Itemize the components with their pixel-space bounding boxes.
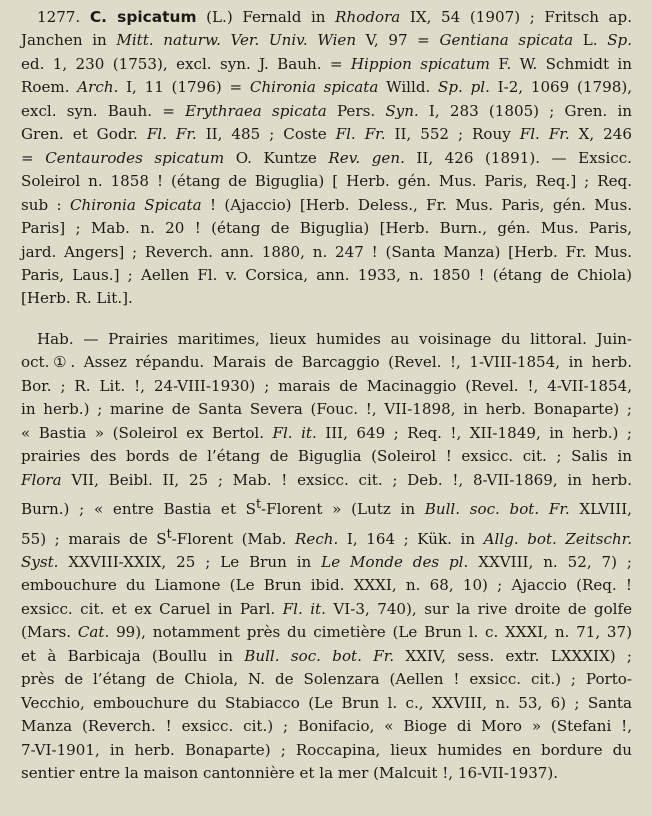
habitat-line: Hab. — Prairies maritimes, lieux humides au voisinage du littoral. Juin-	[37, 329, 632, 348]
entry-line: sub : Chironia Spicata ! (Ajaccio) [Herb. Deless., Fr. Mus. Paris, gén. Mus.	[21, 195, 633, 214]
entry-line: Janchen in Mitt. naturw. Ver. Univ. Wien V, 97 = Gentiana spicata L. Sp.	[21, 31, 633, 50]
entry-line: jard. Angers] ; Reverch. ann. 1880, n. 247 ! (Santa Manza) [Herb. Fr. Mus.	[21, 242, 632, 261]
habitat-line: Flora VII, Beibl. II, 25 ; Mab. ! exsicc. cit. ; Deb. !, 8-VII-1869, in herb.	[21, 470, 632, 489]
habitat-line: in herb.) ; marine de Santa Severa (Fouc. !, VII-1898, in herb. Bonaparte) ;	[21, 400, 632, 419]
habitat-line: embouchure du Liamone (Le Brun ibid. XXXI, n. 68, 10) ; Ajaccio (Req. !	[21, 576, 632, 595]
entry-line: Paris, Laus.] ; Aellen Fl. v. Corsica, ann. 1933, n. 1850 ! (étang de Chiola)	[21, 265, 632, 284]
entry-line: 1277. C. spicatum (L.) Fernald in Rhodora IX, 54 (1907) ; Fritsch ap.	[37, 8, 632, 26]
habitat-paragraph	[21, 328, 632, 786]
habitat-line: Vecchio, embouchure du Stabiacco (Le Brun l. c., XXVIII, n. 53, 6) ; Santa	[21, 693, 632, 712]
entry-line: excl. syn. Bauh. = Erythraea spicata Pers. Syn. I, 283 (1805) ; Gren. in	[21, 101, 633, 120]
habitat-line: Burn.) ; « entre Bastia et $S^t$-Florent » (Lutz in Bull. soc. bot. Fr. XLVIII,	[21, 496, 632, 519]
entry-line: Gren. et Godr. Fl. Fr. II, 485 ; Coste Fl. Fr. II, 552 ; Rouy Fl. Fr. X, 246	[21, 125, 632, 144]
habitat-line: oct.①. Assez répandu. Marais de Barcaggio (Revel. !, 1-VIII-1854, in herb.	[21, 353, 632, 372]
habitat-line: (Mars. Cat. 99), notamment près du cimetière (Le Brun l. c. XXXI, n. 71, 37)	[21, 623, 632, 642]
habitat-line: 7-VI-1901, in herb. Bonaparte) ; Roccapina, lieux humides en bordure du	[21, 740, 632, 759]
entry-line: Roem. Arch. I, 11 (1796) = Chironia spicata Willd. Sp. pl. I-2, 1069 (1798),	[21, 78, 632, 97]
entry-line: = Centaurodes spicatum O. Kuntze Rev. gen. II, 426 (1891). — Exsicc.	[21, 148, 632, 167]
habitat-line: 55) ; marais de $S^t$-Florent (Mab. Rech. I, 164 ; Kük. in Allg. bot. Zeitschr.	[21, 525, 633, 548]
entry-line: Paris] ; Mab. n. 20 ! (étang de Biguglia) [Herb. Burn., gén. Mus. Paris,	[21, 219, 632, 238]
habitat-line: « Bastia » (Soleirol ex Bertol. Fl. it. III, 649 ; Req. !, XII-1849, in herb.) ;	[21, 423, 632, 442]
habitat-line: et à Barbicaja (Boullu in Bull. soc. bot. Fr. XXIV, sess. extr. LXXXIX) ;	[21, 646, 632, 665]
habitat-line: Syst. XXVIII-XXIX, 25 ; Le Brun in Le Monde des pl. XXVIII, n. 52, 7) ;	[21, 553, 633, 572]
habitat-line: Manza (Reverch. ! exsicc. cit.) ; Bonifacio, « Bioge di Moro » (Stefani !,	[21, 717, 632, 736]
paragraph-gap	[21, 311, 632, 328]
habitat-line: prairies des bords de l’étang de Biguglia (Soleirol ! exsicc. cit. ; Salis in	[21, 447, 632, 466]
habitat-line: Bor. ; R. Lit. !, 24-VIII-1930) ; marais de Macinaggio (Revel. !, 4-VII-1854,	[21, 376, 632, 395]
habitat-line: exsicc. cit. et ex Caruel in Parl. Fl. it. VI-3, 740), sur la rive droite de golfe	[21, 599, 632, 618]
species-entry-paragraph	[21, 6, 632, 311]
entry-line: Soleirol n. 1858 ! (étang de Biguglia) [ Herb. gén. Mus. Paris, Req.] ; Req.	[21, 172, 632, 191]
entry-line: [Herb. R. Lit.].	[21, 289, 133, 308]
habitat-line: près de l’étang de Chiola, N. de Solenzara (Aellen ! exsicc. cit.) ; Porto-	[21, 670, 632, 689]
habitat-line: sentier entre la maison cantonnière et la mer (Malcuit !, 16-VII-1937).	[21, 764, 559, 783]
entry-line: ed. 1, 230 (1753), excl. syn. J. Bauh. = Hippion spicatum F. W. Schmidt in	[21, 54, 632, 73]
